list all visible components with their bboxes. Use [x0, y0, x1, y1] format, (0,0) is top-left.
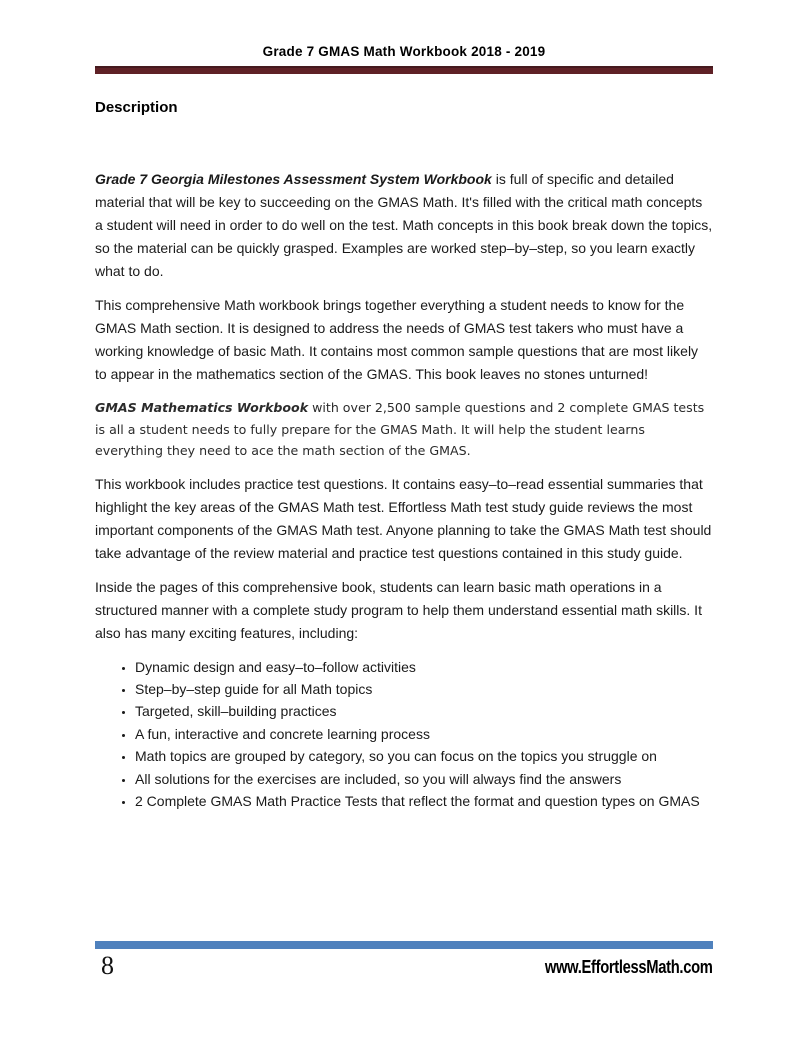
- list-item: • Math topics are grouped by category, so you can focus on the topics you struggle on: [135, 745, 713, 767]
- list-item: • Targeted, skill–building practices: [135, 700, 713, 722]
- paragraph-5: Inside the pages of this comprehensive book, students can learn basic math operations in a structured manner with a complete study program to help them understand essential math skills. It also has many exciting features, including:: [95, 578, 702, 641]
- paragraph-1: [95, 168, 713, 283]
- list-item: • Step–by–step guide for all Math topics: [135, 678, 713, 700]
- section-heading: Description: [95, 99, 178, 116]
- feature-list: [95, 656, 713, 813]
- header-title: Grade 7 GMAS Math Workbook 2018 - 2019: [262, 44, 546, 59]
- page-body: [95, 99, 713, 812]
- website-url: www.EffortlessMath.com: [545, 957, 713, 977]
- paragraph-1-lead: Grade 7 Georgia Milestones Assessment System Workbook: [95, 171, 492, 187]
- paragraph-3-lead: GMAS Mathematics Workbook: [95, 400, 309, 415]
- list-item: • 2 Complete GMAS Math Practice Tests that reflect the format and question types on GMAS: [135, 790, 713, 812]
- page-footer: [95, 951, 713, 981]
- paragraph-3-text: with over 2,500 sample questions and 2 complete GMAS tests is all a student needs to fully prepare for the GMAS Math. It will help the student learns everything they need to ace the math section of the GMAS.: [95, 400, 705, 458]
- list-item: • All solutions for the exercises are included, so you will always find the answers: [135, 768, 713, 790]
- paragraph-2: This comprehensive Math workbook brings together everything a student needs to know for the GMAS Math section. It is designed to address the needs of GMAS test takers who must have a working knowledge of basic Math. It contains most common sample questions that are most likely to appear in the mathematics section of the GMAS. This book leaves no stones unturned!: [95, 297, 699, 382]
- footer-rule: [95, 941, 713, 949]
- paragraph-4: This workbook includes practice test questions. It contains easy–to–read essential summaries that highlight the key areas of the GMAS Math test. Effortless Math test study guide reviews the most important components of the GMAS Math test. Anyone planning to take the GMAS Math test should take advantage of the review material and practice test questions contained in this study guide.: [95, 475, 712, 561]
- paragraph-1-text: is full of specific and detailed material that will be key to succeeding on the GMAS Math. It's filled with the critical math concepts a student will need in order to do well on the test. Math concepts in this book break down the topics, so the material can be quickly grasped. Examples are worked step–by–step, so you learn exactly what to do.: [95, 171, 713, 279]
- header-rule: [95, 66, 713, 74]
- list-item: • Dynamic design and easy–to–follow activities: [135, 656, 713, 678]
- page-number: 8: [101, 951, 114, 980]
- paragraph-3: [95, 397, 713, 462]
- list-item: • A fun, interactive and concrete learning process: [135, 723, 713, 745]
- page-header: [0, 0, 808, 74]
